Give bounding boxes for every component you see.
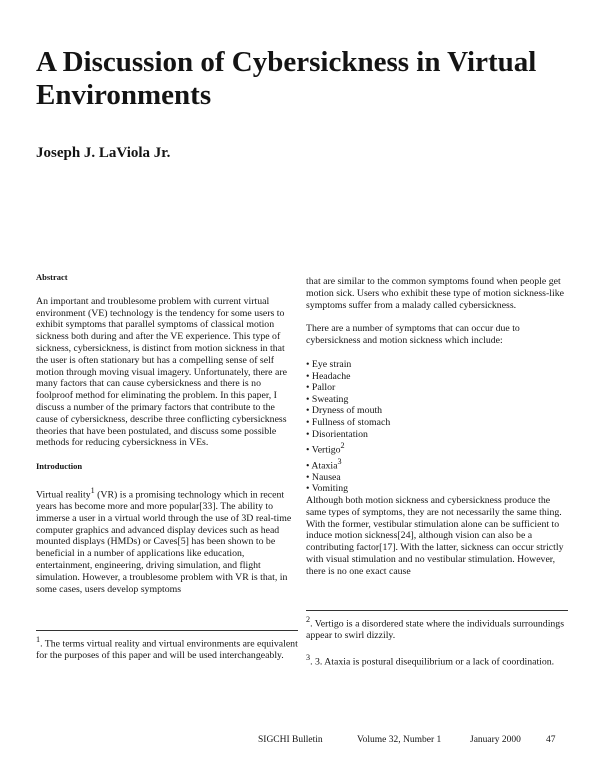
list-item: • Pallor xyxy=(306,382,336,394)
paper-title: A Discussion of Cybersickness in Virtual Environments xyxy=(36,46,537,111)
footnote-1 xyxy=(36,630,298,662)
left-column xyxy=(36,272,296,607)
symptom-list xyxy=(306,359,566,495)
footnote-ref-3: 3 xyxy=(337,457,342,466)
footer-page-number: 47 xyxy=(546,735,556,745)
list-item: • Sweating xyxy=(306,393,349,405)
footnote-3-text: . 3. Ataxia is postural disequilibrium or a lack of coordination. xyxy=(310,656,555,668)
list-item: • Disorientation xyxy=(306,428,368,440)
right-column xyxy=(306,276,566,590)
list-item: • Headache xyxy=(306,370,351,382)
intro-text-start: Virtual reality xyxy=(36,489,91,501)
footnote-2-text: . Vertigo is a disordered state where the individuals surroundings appear to swirl dizzily. xyxy=(306,618,565,642)
footnote-ref-2: 2 xyxy=(340,441,345,451)
footnote-2 xyxy=(306,614,568,642)
abstract-text: An important and troublesome problem with current virtual environment (VE) technology is the tendency for some users to exhibit symptoms that parallel symptoms of classical motion sickness both during and after the VE experience. This type of sickness, cybersickness, is distinct from motion sickness in that the user is often stationary but has a compelling sense of self motion through moving visual imagery. Unfortunately, there are many factors that can cause cybersickness and there is no foolproof method for eliminating the problem. In this paper, I discuss a number of the primary factors that contribute to the cause of cybersickness, describe three conflicting cybersickness theories that have been postulated, and discuss some possible methods for reducing cybersickness in VEs. xyxy=(36,295,287,449)
footnote-ref-1: 1 xyxy=(90,485,95,495)
footer-date: January 2000 xyxy=(470,735,521,745)
footer-bulletin: SIGCHI Bulletin xyxy=(258,735,323,745)
right-paragraph-2: There are a number of symptoms that can occur due to cybersickness and motion sickness which include: xyxy=(306,323,520,347)
right-paragraph-1: that are similar to the common symptoms found when people get motion sick. Users who exhibit these type of motion sickness-like symptoms suffer from a malady called cybersickness. xyxy=(306,276,564,311)
intro-text-rest: (VR) is a promising technology which in recent years has become more and more popular[33]. The ability to immerse a user in a virtual world through the use of 3D real-time computer graphics and advanced display devices such as head mounted displays (HMDs) or Caves[5] has been shown to be beneficial in a number of applications like education, entertainment, engineering, driving simulation, and flight simulation. However, a troublesome problem with VR is that, in some cases, users develop symptoms xyxy=(36,489,292,595)
list-item: • Vomiting xyxy=(306,483,348,495)
footnote-2-mark: 2 xyxy=(306,615,311,624)
footnote-1-text: . The terms virtual reality and virtual environments are equivalent for the purposes of this paper and will be used interchangeably. xyxy=(36,638,298,662)
introduction-heading: Introduction xyxy=(36,461,83,472)
ataxia-label: • Ataxia xyxy=(306,460,338,472)
list-item: • Dryness of mouth xyxy=(306,405,383,417)
vertigo-label: • Vertigo xyxy=(306,444,341,456)
footnote-1-mark: 1 xyxy=(36,635,41,644)
footnote-3 xyxy=(306,652,568,668)
right-paragraph-3: Although both motion sickness and cybersickness produce the same types of symptoms, they are not necessarily the same thing. With the former, vestibular stimulation alone can be sufficient to induce motion sickness[24], although vision can also be a contributing factor[17]. With the latter, sickness can occur strictly with visual stimulation and no vestibular stimulation. However, there is no one exact cause xyxy=(306,495,564,577)
footnotes-right xyxy=(306,610,568,678)
author-name: Joseph J. LaViola Jr. xyxy=(36,145,171,161)
list-item xyxy=(306,456,566,472)
introduction-paragraph xyxy=(36,485,296,595)
list-item: • Fullness of stomach xyxy=(306,416,391,428)
footnote-3-mark: 3 xyxy=(306,652,311,662)
abstract-heading: Abstract xyxy=(36,272,68,282)
footer-volume: Volume 32, Number 1 xyxy=(357,735,442,745)
list-item: • Eye strain xyxy=(306,358,352,370)
list-item xyxy=(306,440,566,456)
list-item: • Nausea xyxy=(306,471,341,483)
